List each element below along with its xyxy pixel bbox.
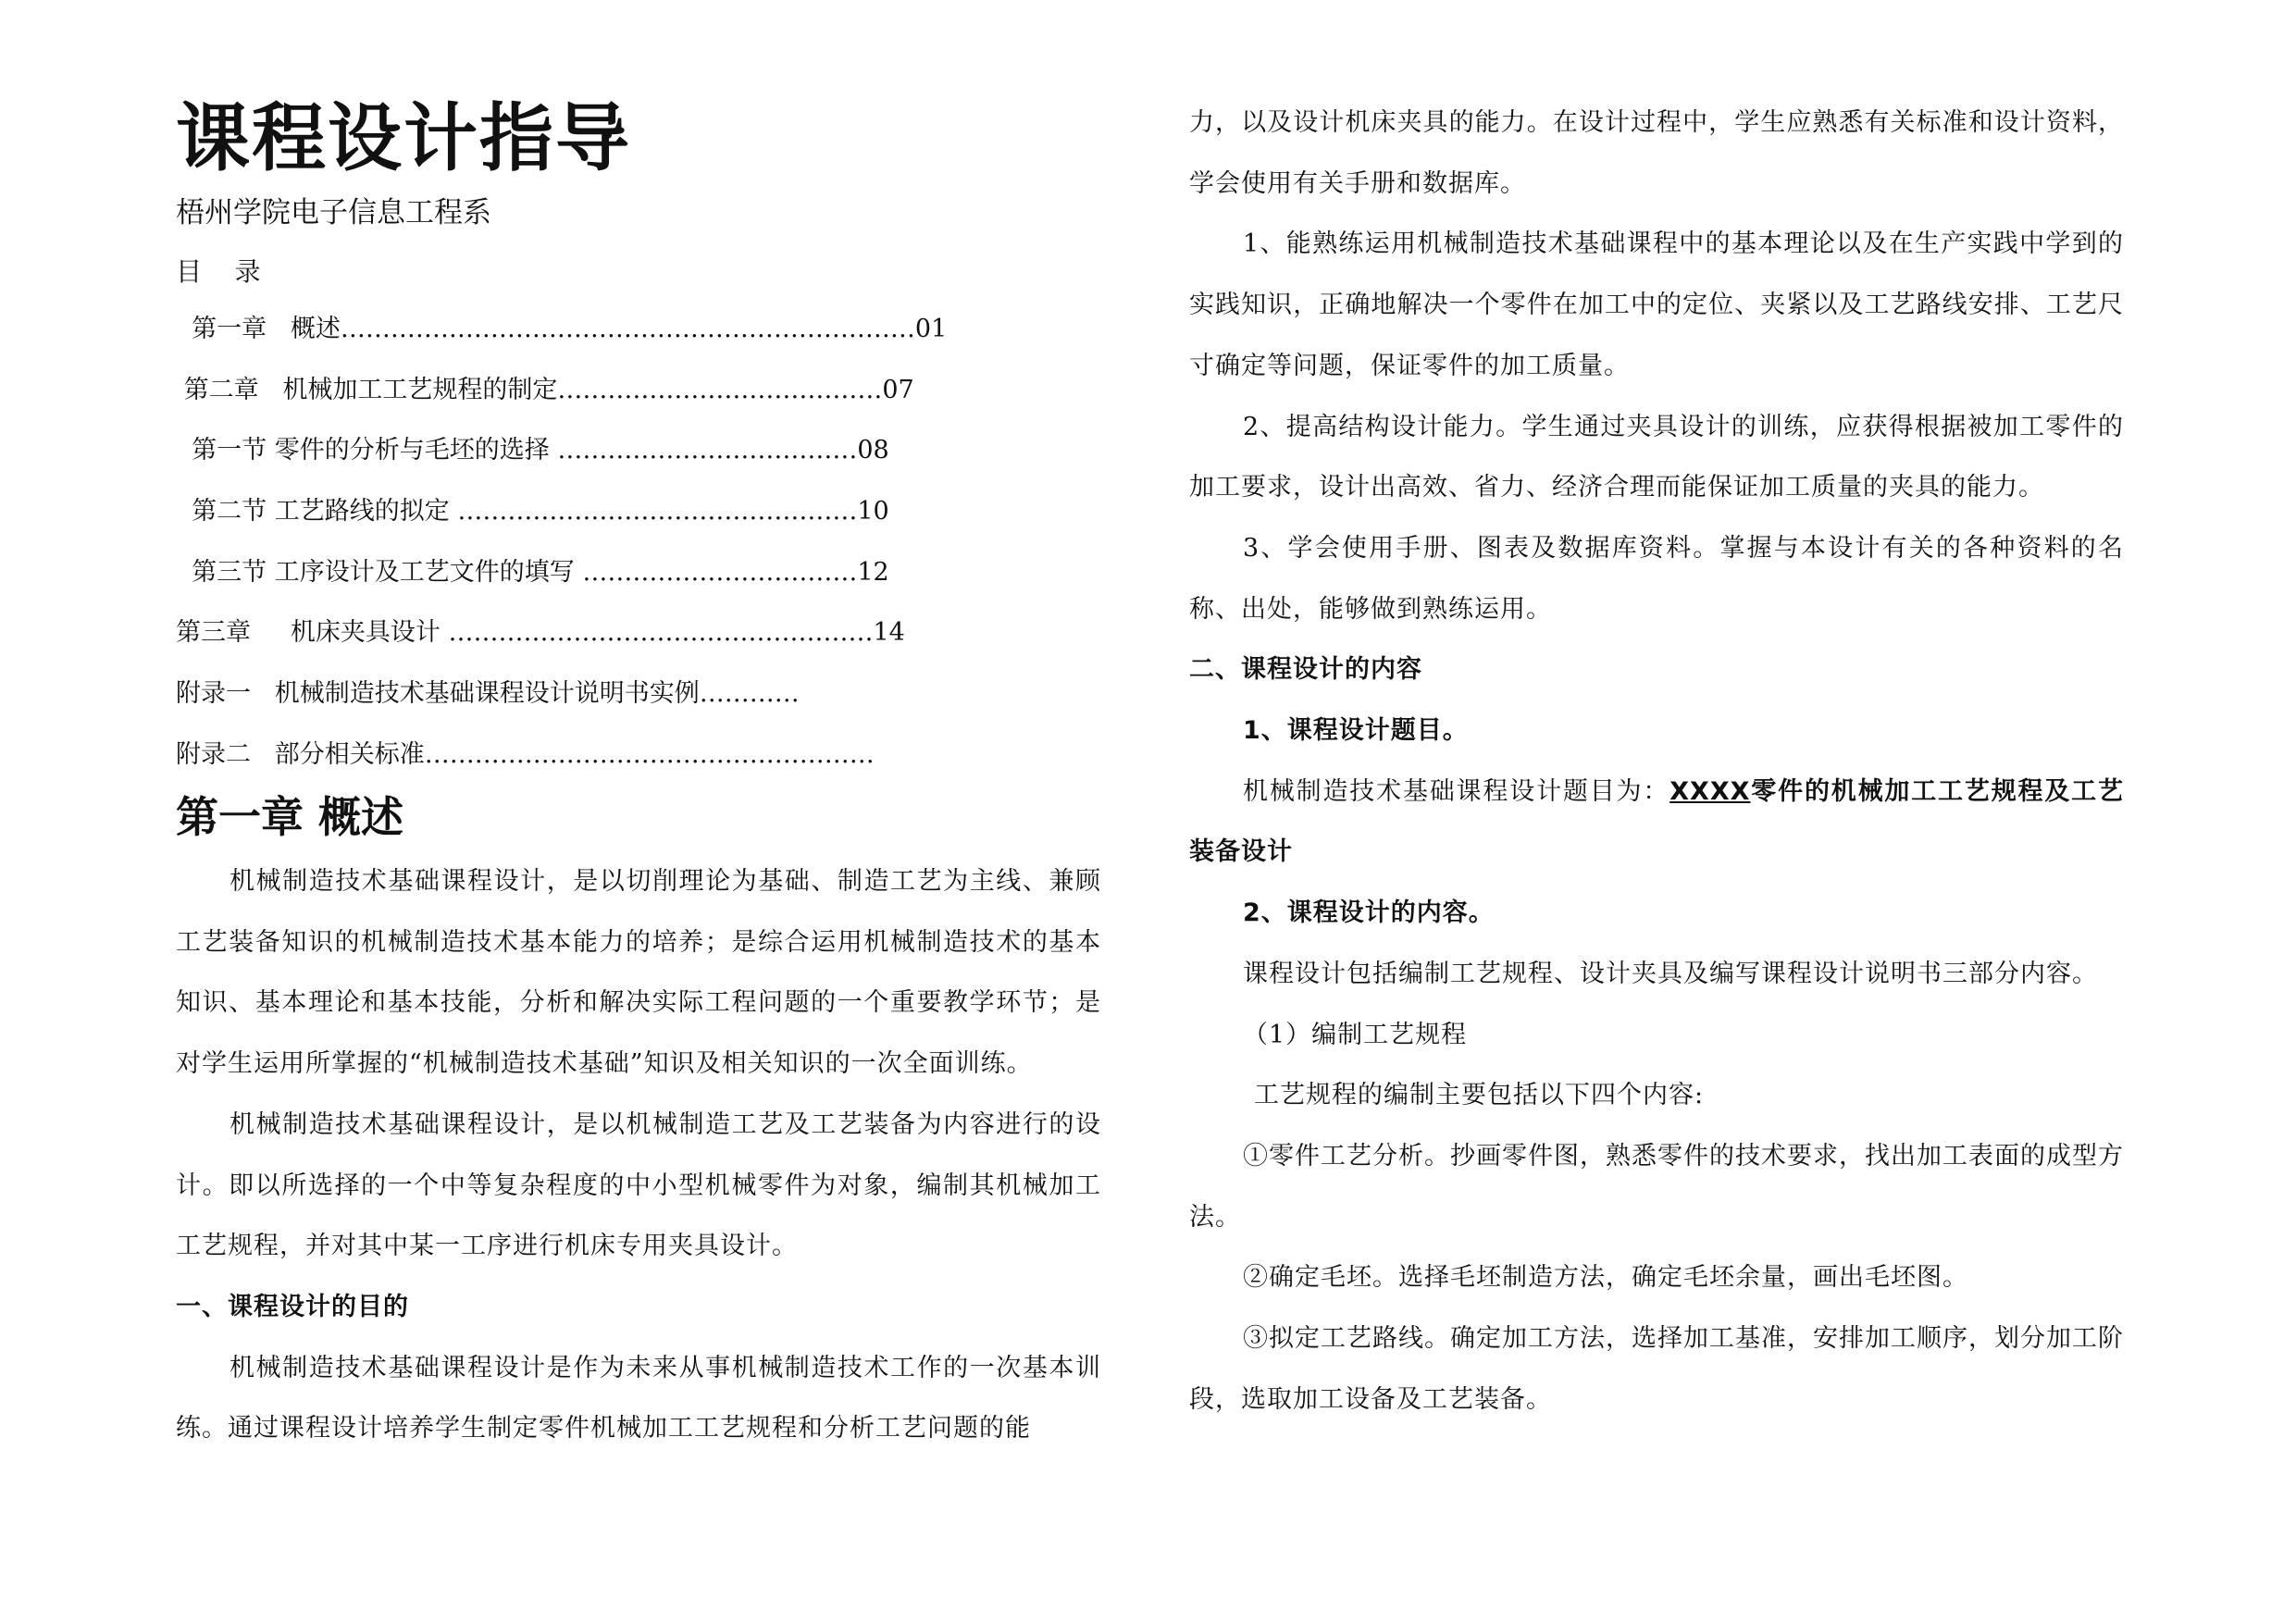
body-paragraph: 机械制造技术基础课程设计，是以机械制造工艺及工艺装备为内容进行的设计。即以所选择的一个中等复杂程度的中小型机械零件为对象，编制其机械加工工艺规程，并对其中某一工序进行机床专用夹具设计。 [176,1109,1101,1261]
design-topic-prefix: 机械制造技术基础课程设计题目为： [1243,776,1670,806]
right-column [1189,0,2124,1623]
left-body-text [176,851,1101,1459]
right-body-text [1189,93,2124,1430]
body-paragraph: 机械制造技术基础课程设计是作为未来从事机械制造技术工作的一次基本训练。通过课程设计培养学生制定零件机械加工工艺规程和分析工艺问题的能 [176,1353,1101,1443]
toc-entry: 第一章 概述……………………………………………………………01 [176,315,948,343]
goal-item: 1、能熟练运用机械制造技术基础课程中的基本理论以及在生产实践中学到的实践知识，正确地解决一个零件在加工中的定位、夹紧以及工艺路线安排、工艺尺寸确定等问题，保证零件的加工质量。 [1189,229,2124,380]
subsection-heading: 2、课程设计的内容。 [1243,898,1495,928]
document-title: 课程设计指导 [176,95,631,181]
section-heading: 二、课程设计的内容 [1189,655,1422,685]
body-paragraph: 课程设计包括编制工艺规程、设计夹具及编写课程设计说明书三部分内容。 [1243,959,2098,988]
goal-item: 2、提高结构设计能力。学生通过夹具设计的训练，应获得根据被加工零件的加工要求，设计出高效、省力、经济合理而能保证加工质量的夹具的能力。 [1189,412,2124,502]
toc-entry: 第二节 工艺路线的拟定 …………………………………………10 [176,497,889,527]
toc-title: 目 录 [176,256,261,287]
toc-entry: 第二章 机械加工工艺规程的制定…………………………………07 [176,375,914,404]
step-item: ①零件工艺分析。抄画零件图，熟悉零件的技术要求，找出加工表面的成型方法。 [1189,1141,2124,1232]
toc-entry: 附录二 部分相关标准……………………………………………… [176,739,875,769]
table-of-contents [176,309,1101,796]
toc-entry: 附录一 机械制造技术基础课程设计说明书实例………… [176,679,800,709]
document-subtitle: 梧州学院电子信息工程系 [176,196,491,229]
toc-entry: 第三章 机床夹具设计 ……………………………………………14 [176,618,905,648]
toc-entry: 第三节 工序设计及工艺文件的填写 ……………………………12 [176,557,889,587]
body-paragraph: 机械制造技术基础课程设计，是以切削理论为基础、制造工艺为主线、兼顾工艺装备知识的机械制造技术基本能力的培养；是综合运用机械制造技术的基本知识、基本理论和基本技能，分析和解决实际工程问题的一个重要教学环节；是对学生运用所掌握的“机械制造技术基础”知识及相关知识的一次全面训练。 [176,867,1101,1079]
left-column [176,0,1101,1623]
section-heading: 一、课程设计的目的 [176,1292,409,1321]
chapter-heading: 第一章 概述 [176,792,404,842]
design-topic-paragraph [1189,762,2124,883]
subsection-heading: 1、课程设计题目。 [1243,716,1469,746]
body-paragraph: 力，以及设计机床夹具的能力。在设计过程中，学生应熟悉有关标准和设计资料，学会使用有关手册和数据库。 [1189,108,2124,198]
step-item: ②确定毛坯。选择毛坯制造方法，确定毛坯余量，画出毛坯图。 [1243,1263,1968,1293]
toc-entry: 第一节 零件的分析与毛坯的选择 ………………………………08 [176,436,889,465]
step-item: ③拟定工艺路线。确定加工方法，选择加工基准，安排加工顺序，划分加工阶段，选取加工设备及工艺装备。 [1189,1324,2124,1414]
design-topic-placeholder: XXXX [1669,776,1751,806]
goal-item: 3、学会使用手册、图表及数据库资料。掌握与本设计有关的各种资料的名称、出处，能够做到熟练运用。 [1189,533,2124,624]
design-topic-title: 零件的机械加工工艺规程及工艺装备设计 [1189,776,2125,867]
item-intro: 工艺规程的编制主要包括以下四个内容: [1254,1081,1705,1110]
item-heading: （1）编制工艺规程 [1243,1020,1468,1049]
